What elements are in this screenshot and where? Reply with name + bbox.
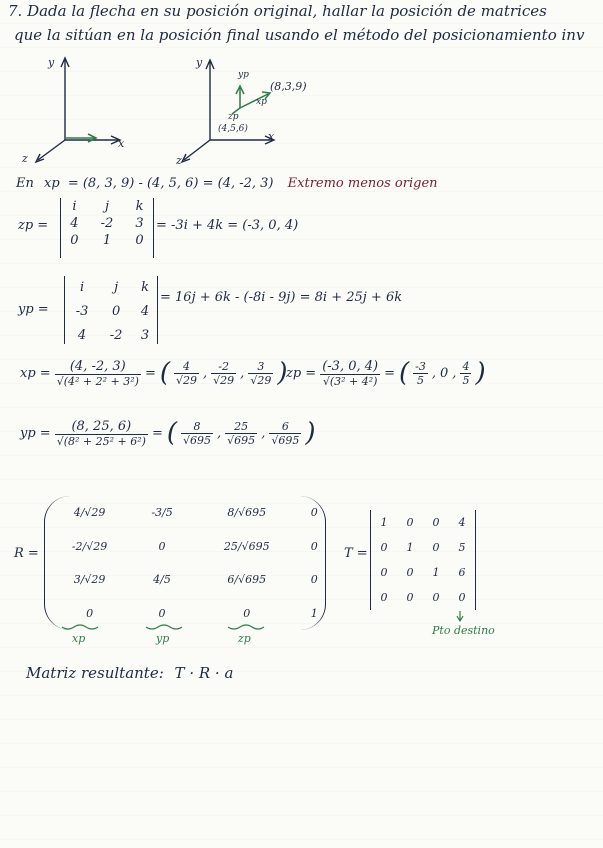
right-axes [182, 60, 274, 162]
R-row [45, 530, 325, 564]
zp-determinant [60, 198, 154, 258]
down-arrow [457, 611, 463, 621]
xp-unit-lhs: xp = [20, 365, 51, 381]
xp-prefix: En [16, 176, 34, 191]
yp-c2 [225, 420, 257, 447]
result-line [26, 664, 233, 682]
det-cell: 0 [135, 233, 144, 248]
zp-c1 [413, 360, 428, 387]
det-cell: 4 [77, 328, 87, 343]
zp-det-table [61, 198, 153, 249]
det-cell: 3 [135, 216, 144, 231]
T-cell: 0 [458, 591, 466, 604]
origin-point-label: (4,5,6) [218, 124, 248, 134]
R-cell: 0 [158, 606, 166, 620]
R-cell: 0 [243, 606, 251, 620]
yp-det-table [65, 276, 157, 348]
xp-unit-frac [55, 359, 141, 388]
R-cell: 0 [310, 506, 318, 520]
paren-open: ( [399, 358, 410, 388]
T-label: T = [344, 546, 368, 561]
R-cell: 1 [310, 606, 318, 620]
T-cell: 0 [432, 516, 440, 529]
frac-num: 4 [462, 359, 470, 373]
frac-num: 8 [181, 420, 213, 434]
R-cell: 0 [310, 573, 318, 587]
R-table [45, 496, 325, 630]
T-row [371, 510, 475, 535]
xp-unit-den: √(4² + 2² + 3²) [56, 374, 139, 388]
R-cell: 8/√695 [227, 506, 267, 520]
T-cell: 4 [458, 516, 466, 529]
T-cell: 0 [406, 516, 414, 529]
T-row [371, 535, 475, 560]
frac-num: 25 [225, 420, 257, 434]
frac-num: 4 [174, 360, 199, 374]
yp-unit-lhs: yp = [20, 425, 51, 441]
frac-den: √29 [176, 373, 198, 387]
R-col-label-yp: yp [156, 632, 170, 645]
xp-unit-eq: = [144, 365, 156, 381]
frac-den: √29 [213, 373, 235, 387]
det-cell: i [72, 199, 77, 214]
zp-unit-frac [320, 359, 380, 388]
det-cell: 3 [140, 328, 150, 343]
det-cell: j [104, 199, 109, 214]
R-row [45, 496, 325, 530]
det-cell: -2 [109, 328, 123, 343]
T-cell: 0 [406, 591, 414, 604]
R-row [45, 563, 325, 597]
result-value: T · R · a [174, 664, 234, 682]
problem-line-2: que la sitúan en la posición final usando el método del posicionamiento inv [14, 26, 585, 44]
yp-unit-vector: yp = $\frac{(8, 25, 6)}{\text{√(8² + 25² + 6²)}}$ = ( $\frac{8}{√695}$ , $\frac{25}{√695}$ , $\frac{6}{√695}$ ) [20, 418, 316, 448]
T-note: Pto destino [432, 624, 495, 637]
left-x-label: x [118, 137, 125, 150]
xp-c1 [174, 360, 199, 387]
xp-unit-num: (4, -2, 3) [55, 359, 141, 375]
frac-den: √695 [227, 433, 256, 447]
frac-den: 5 [462, 373, 470, 387]
zp-det-rhs: = -3i + 4k = (-3, 0, 4) [156, 218, 299, 233]
T-table [371, 510, 475, 610]
R-col-label-xp: xp [72, 632, 86, 645]
T-cell: 1 [380, 516, 388, 529]
xp-c3 [248, 360, 273, 387]
frac-num: -3 [415, 359, 426, 373]
right-x-label: x [268, 130, 275, 143]
det-cell: 4 [140, 304, 150, 319]
paren-open: ( [166, 418, 178, 448]
left-y-label: y [48, 56, 55, 69]
xp-expr: = (8, 3, 9) - (4, 5, 6) = (4, -2, 3) [67, 176, 274, 191]
det-cell: 0 [111, 304, 121, 319]
yp-c3 [269, 420, 301, 447]
frac-den: √29 [250, 373, 272, 387]
left-axes [36, 58, 120, 162]
T-cell: 6 [458, 566, 466, 579]
det-cell: 0 [70, 233, 79, 248]
xp-equation [16, 176, 438, 191]
R-cell: 3/√29 [73, 573, 106, 587]
T-row [371, 585, 475, 610]
yp-determinant [64, 276, 158, 344]
frac-den: √695 [183, 433, 212, 447]
zp-unit-den: √(3² + 4²) [322, 374, 378, 388]
det-cell: 4 [70, 216, 79, 231]
yp-c1 [181, 420, 213, 447]
T-cell: 0 [380, 566, 388, 579]
left-z-label: z [22, 152, 28, 165]
T-cell: 0 [380, 591, 388, 604]
yp-det-rhs: = 16j + 6k - (-8i - 9j) = 8i + 25j + 6k [160, 290, 403, 305]
paren-close: ) [305, 418, 316, 448]
zp-unit-vector: zp = $\frac{(-3, 0, 4)}{\text{√(3² + 4²)}}$ = ( $\frac{-3}{5}$ , 0 , $\frac{4}{5}$ ) [286, 358, 486, 388]
det-cell: i [79, 280, 85, 295]
xp-lhs: xp [44, 176, 60, 191]
T-cell: 0 [432, 541, 440, 554]
zp-c3 [460, 360, 471, 387]
det-cell: k [135, 199, 144, 214]
T-cell: 0 [380, 541, 388, 554]
T-cell: 1 [406, 541, 414, 554]
R-cell: 25/√695 [223, 539, 270, 553]
R-cell: 0 [158, 539, 166, 553]
det-cell: j [114, 280, 119, 295]
right-y-label: y [196, 56, 203, 69]
frac-den: √695 [271, 433, 300, 447]
R-cell: 0 [310, 539, 318, 553]
yp-det-lhs: yp = [18, 302, 49, 317]
R-matrix [44, 496, 326, 630]
problem-line-1: 7. Dada la flecha en su posición original, hallar la posición de matrices [8, 2, 547, 20]
R-cell: -2/√29 [71, 539, 108, 553]
yp-unit-num: (8, 25, 6) [55, 419, 148, 435]
zp-frame-label: zp [228, 112, 239, 122]
paren-close: ) [277, 358, 288, 388]
right-z-label: z [176, 154, 182, 167]
R-cell: -3/5 [151, 506, 173, 520]
xp-note: Extremo menos origen [287, 176, 438, 191]
frac-num: 6 [269, 420, 301, 434]
yp-frame-label: yp [238, 70, 249, 80]
paren-close: ) [475, 358, 486, 388]
end-point-label: (8,3,9) [270, 80, 307, 93]
R-cell: 6/√695 [227, 573, 267, 587]
yp-unit-den: √(8² + 25² + 6²) [56, 434, 146, 448]
R-cell: 4/5 [153, 573, 171, 587]
R-cell: 0 [86, 606, 94, 620]
R-col-label-zp: zp [238, 632, 251, 645]
paren-open: ( [159, 358, 170, 388]
det-cell: -3 [75, 304, 89, 319]
T-matrix [370, 510, 476, 610]
det-cell: k [141, 280, 149, 295]
R-row [45, 597, 325, 631]
result-label: Matriz resultante: [26, 664, 164, 682]
det-cell: -2 [100, 216, 114, 231]
T-cell: 5 [458, 541, 466, 554]
frac-num: -2 [211, 360, 236, 374]
zp-det-lhs: zp = [18, 218, 49, 233]
frac-den: 5 [417, 373, 425, 387]
R-label: R = [14, 546, 39, 561]
xp-c2 [211, 360, 236, 387]
R-cell: 4/√29 [73, 506, 106, 520]
zp-c2: 0 [440, 365, 449, 381]
T-cell: 0 [432, 591, 440, 604]
T-cell: 0 [406, 566, 414, 579]
zp-unit-num: (-3, 0, 4) [322, 358, 379, 374]
zp-unit-lhs: zp = [286, 365, 317, 381]
yp-unit-frac [55, 419, 148, 448]
det-cell: 1 [102, 233, 112, 248]
frac-num: 3 [248, 360, 273, 374]
left-arrow [66, 134, 96, 142]
T-cell: 1 [432, 566, 440, 579]
xp-unit-vector: xp = $\frac{(4, -2, 3)}{\text{√(4² + 2² + 3²)}}$ = ( $\frac{4}{√29}$ , $\frac{-2}{√29}$ , $\frac{3}{√29}$ ) [20, 358, 288, 388]
xp-frame-label: xp [256, 97, 267, 107]
T-row [371, 560, 475, 585]
